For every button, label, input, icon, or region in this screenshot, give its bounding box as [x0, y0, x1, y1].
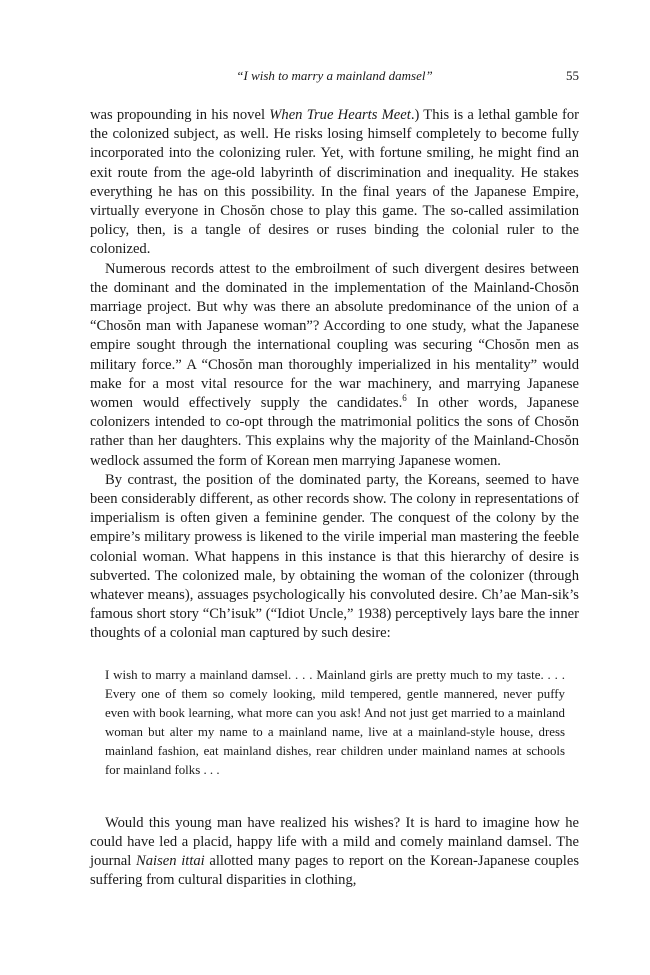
paragraph-1 — [90, 106, 579, 260]
block-quote: I wish to marry a mainland damsel. . . . Mainland girls are pretty much to my taste. . . . Every one of them so comely looking, mild tempered, gentle mannered, never puffy even with book learning, what more can you ask! And not just get married to a mainland woman but alter my name to a mainland name, live at a mainland-style house, dress mainland fashion, eat mainland dishes, rear children under mainland names at schools for mainland folks . . . — [105, 667, 565, 777]
paragraph-1-text-a: was propounding in his novel — [90, 107, 270, 123]
paragraph-4-text-c: allotted many pages to report on the Korean-Japanese couples suffering from cultural disparities in clothing, — [90, 853, 579, 889]
paragraph-4-text-a: Would this young man have realized his wishes? It is hard to imagine how he could have led a placid, happy life with a mild and comely mainland damsel. The journal — [90, 814, 579, 870]
paragraph-3: By contrast, the position of the dominated party, the Koreans, seemed to have been considerably different, as other records show. The colony in representations of imperialism is often given a feminine gender. The conquest of the colony by the empire’s military prowess is likened to the virile imperial man mastering the feeble colonial woman. What happens in this instance is that this hierarchy of desire is subverted. The colonized male, by obtaining the woman of the colonizer (through whatever means), assuages psychologically his convoluted desire. Ch’ae Man-sik’s famous short story “Ch’isuk” (“Idiot Uncle,” 1938) perceptively lays bare the inner thoughts of a colonial man captured by such desire: — [90, 471, 579, 642]
paragraph-1-text-c: .) This is a lethal gamble for the colonized subject, as well. He risks losing himself completely to become fully incorporated into the colonizing ruler. Yet, with fortune smiling, he might find an exit route from the age-old labyrinth of discrimination and inequality. He stakes everything he has on this possibility. In the final years of the Japanese Empire, virtually everyone in Chosŏn chose to play this game. The so-called assimilation policy, then, is a tangle of desires or ruses binding the colonial ruler to the colonized. — [90, 107, 579, 258]
book-page — [90, 68, 579, 891]
running-head — [90, 68, 579, 90]
journal-title: Naisen ittai — [136, 853, 205, 870]
paragraph-2 — [90, 260, 579, 471]
paragraph-2-text-b: In other words, Japanese colonizers intended to co-opt through the matrimonial politics the sons of Chosŏn rather than her daughters. This explains why the majority of the Mainland-Chosŏn wedlock assumed the form of Korean men marrying Japanese women. — [90, 395, 579, 469]
page-number: 55 — [566, 68, 579, 83]
running-head-title: “I wish to marry a mainland damsel” — [236, 68, 433, 83]
footnote-marker: 6 — [402, 393, 407, 404]
novel-title: When True Hearts Meet — [269, 107, 411, 123]
paragraph-2-text-a: Numerous records attest to the embroilment of such divergent desires between the dominant and the dominated in the implementation of the Mainland-Chosŏn marriage project. But why was there an absolute predominance of the union of a “Chosŏn man with Japanese woman”? According to one study, what the Japanese empire sought through the international coupling was securing “Chosŏn men as military force.” A “Chosŏn man thoroughly imperialized in his mentality” would make for a most vital resource for the war machinery, and marrying Japanese women would effectively supply the candidates. — [90, 260, 579, 412]
body-text — [90, 106, 579, 891]
paragraph-4 — [90, 814, 579, 891]
